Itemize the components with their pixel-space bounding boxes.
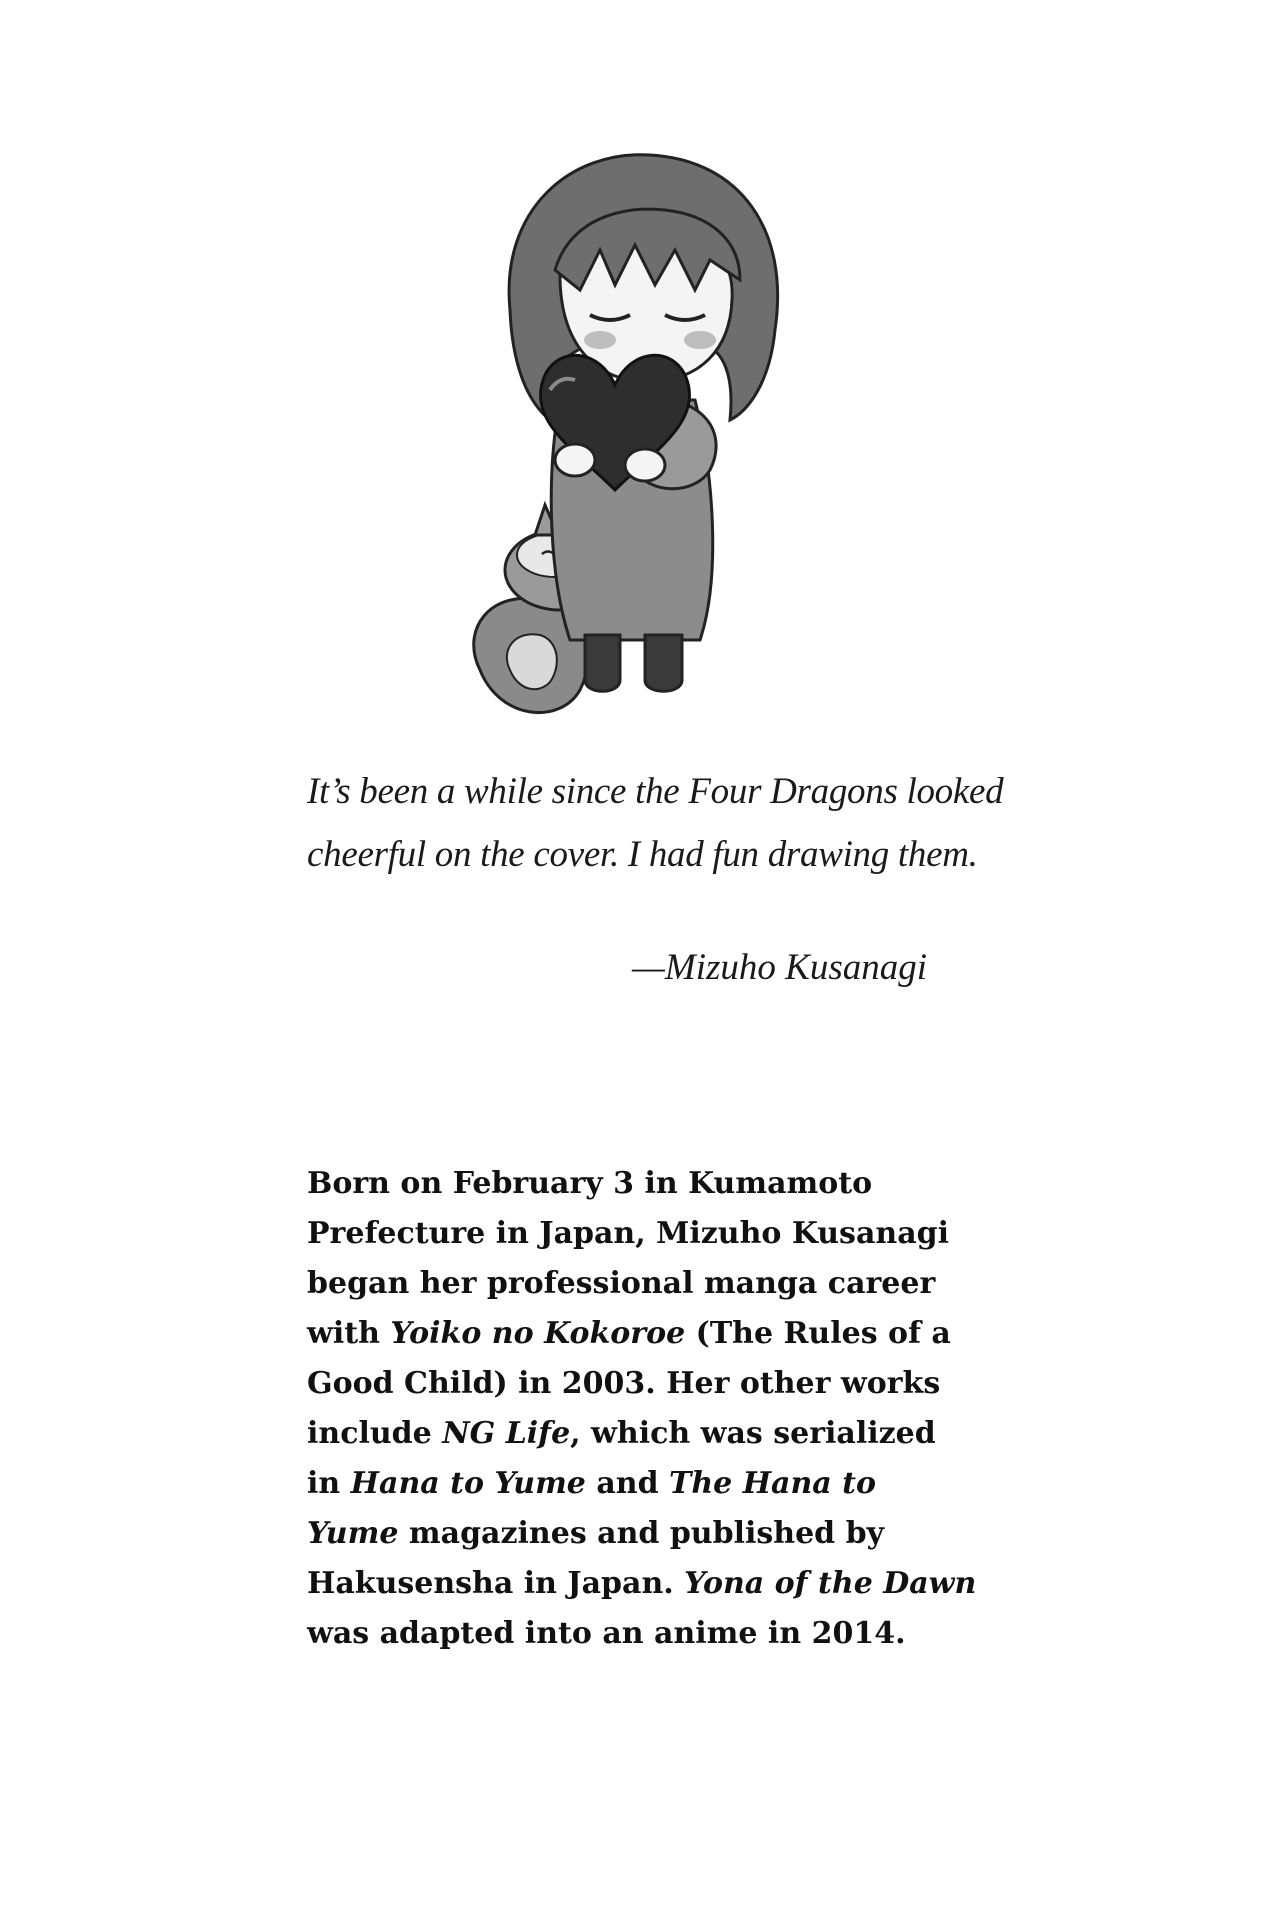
author-bio <box>307 1159 1007 1659</box>
author-quote <box>307 760 1007 886</box>
bio-text: (The Rules of a <box>685 1316 951 1351</box>
bio-line <box>307 1559 1007 1609</box>
bio-line <box>307 1309 1007 1359</box>
quote-line-2: cheerful on the cover. I had fun drawing them. <box>307 834 978 875</box>
work-title: Yume <box>307 1516 399 1551</box>
quote-signature: —Mizuho Kusanagi <box>632 947 928 988</box>
work-title: Hana to Yume <box>350 1466 586 1501</box>
bio-line <box>307 1509 1007 1559</box>
quote-line-1: It’s been a while since the Four Dragons looked <box>307 771 1004 812</box>
bio-line <box>307 1459 1007 1509</box>
bio-text: and <box>585 1466 670 1501</box>
work-title: NG Life <box>442 1416 571 1451</box>
work-title: Yoiko no Kokoroe <box>390 1316 686 1351</box>
bio-line: Prefecture in Japan, Mizuho Kusanagi <box>307 1216 950 1251</box>
bio-line: Born on February 3 in Kumamoto <box>307 1166 873 1201</box>
bio-line: began her professional manga career <box>307 1266 936 1301</box>
bio-text: Hakusensha in Japan. <box>307 1566 685 1601</box>
bio-text: with <box>307 1316 391 1351</box>
author-illustration <box>450 150 850 730</box>
bio-text: magazines and published by <box>398 1516 885 1551</box>
bio-text: in <box>307 1466 351 1501</box>
bio-line <box>307 1409 1007 1459</box>
bio-line: Good Child) in 2003. Her other works <box>307 1366 941 1401</box>
work-title: The Hana to <box>669 1466 877 1501</box>
work-title: Yona of the Dawn <box>684 1566 977 1601</box>
bio-text: , which was serialized <box>570 1416 936 1451</box>
bio-line: was adapted into an anime in 2014. <box>307 1616 906 1651</box>
bio-text: include <box>307 1416 443 1451</box>
